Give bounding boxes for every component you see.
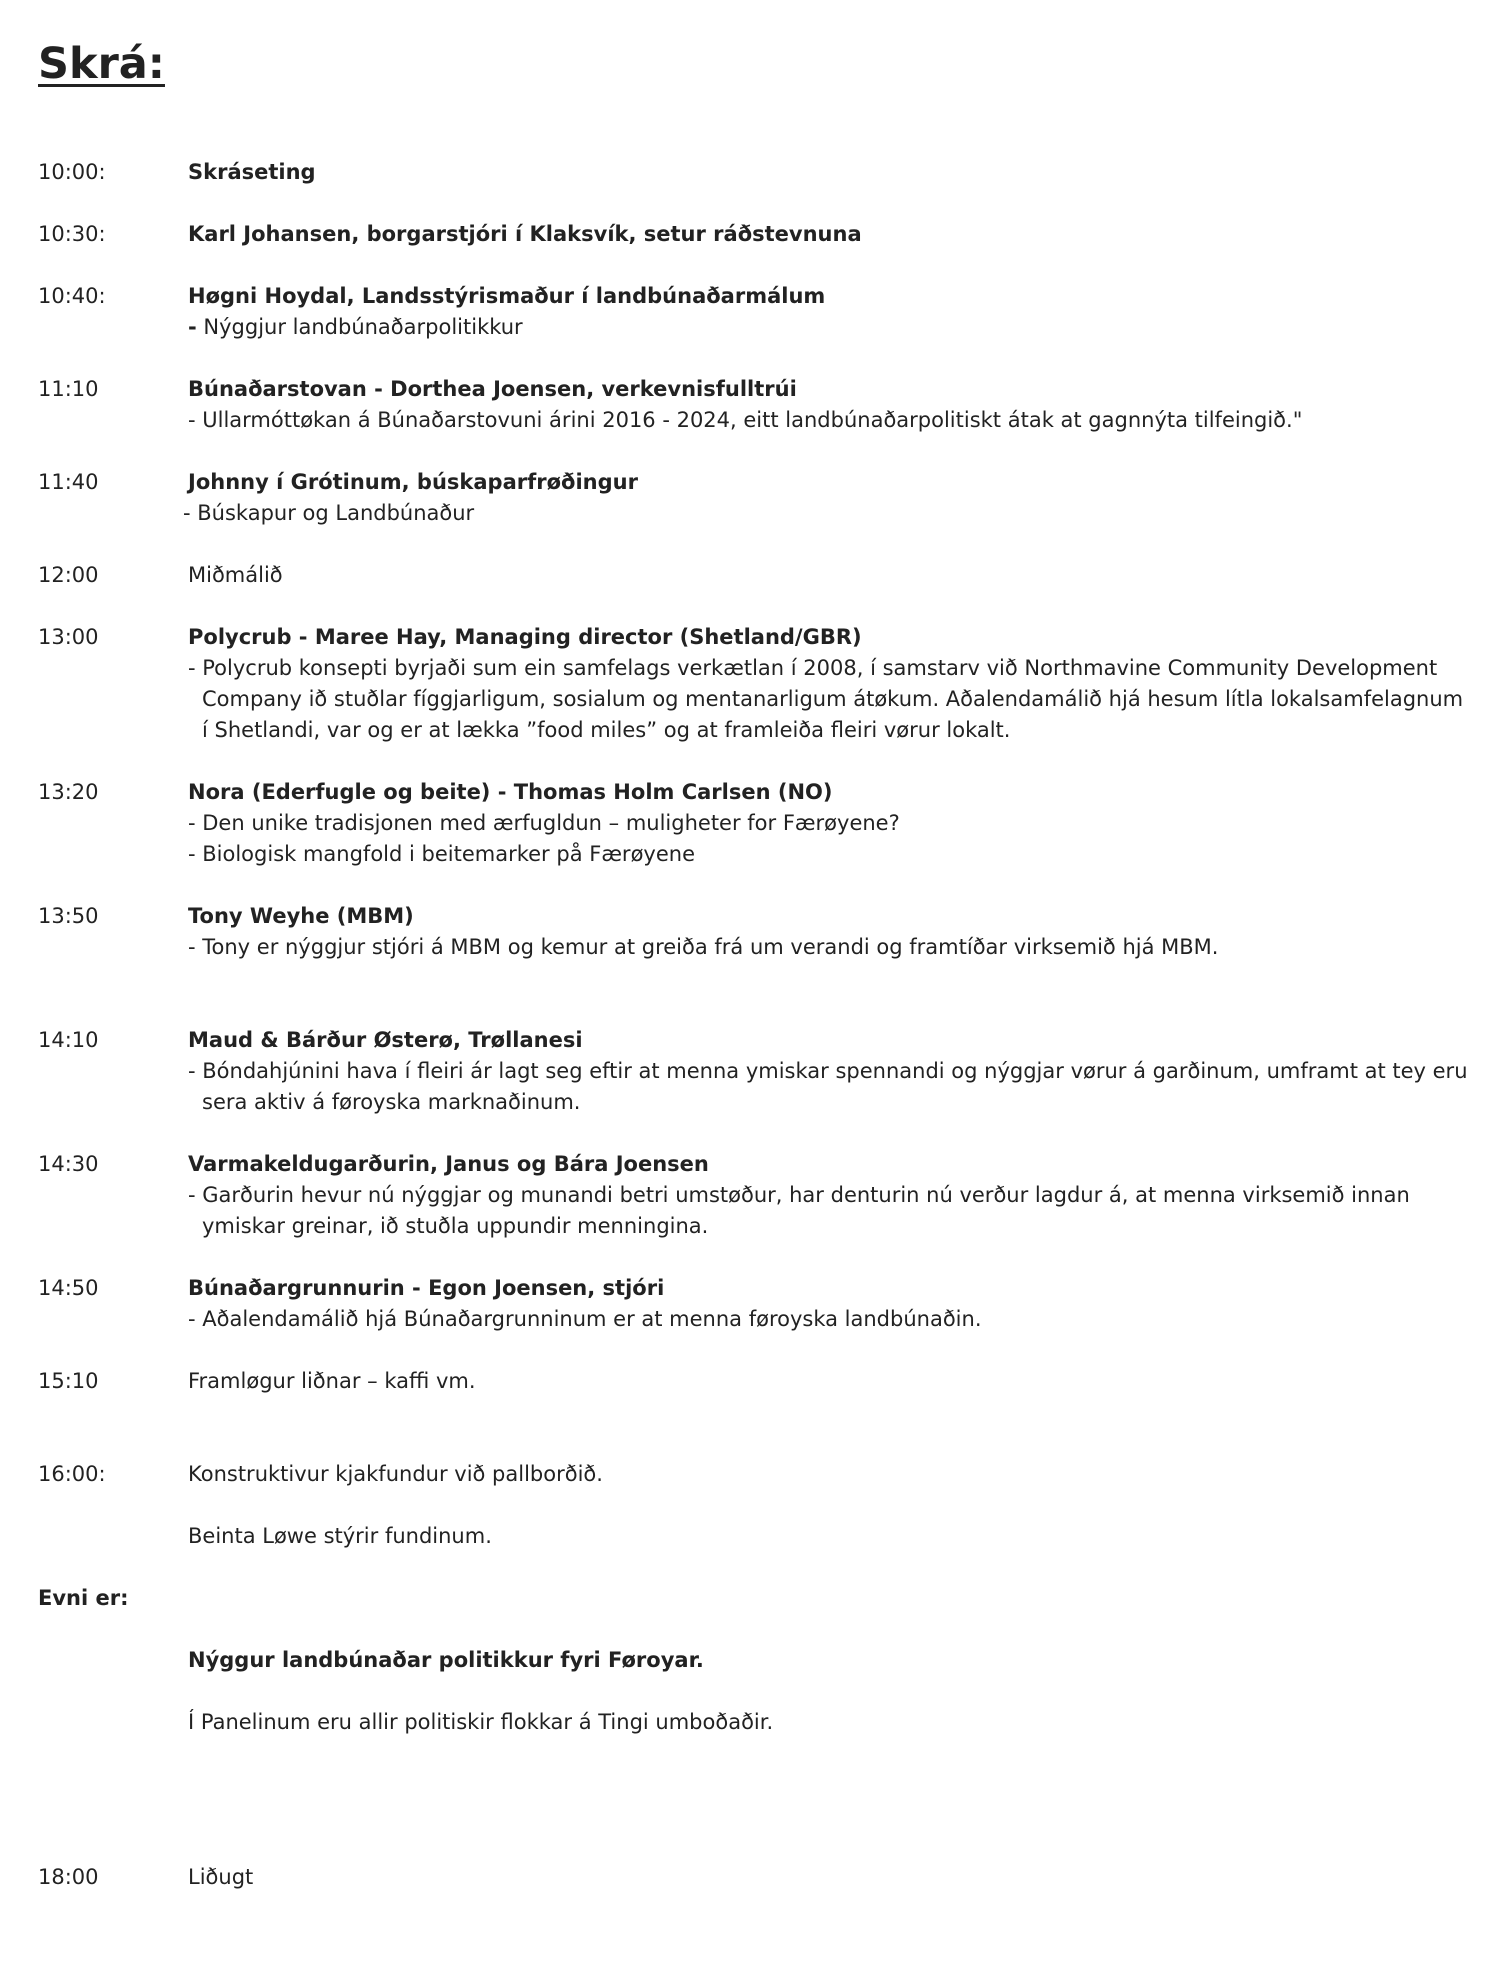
schedule-text: Liðugt (188, 1865, 254, 1889)
schedule-text: Konstruktivur kjakfundur við pallborðið. (188, 1462, 603, 1486)
schedule-heading: Karl Johansen, borgarstjóri í Klaksvík, setur ráðstevnuna (188, 222, 862, 246)
page-title: Skrá: (38, 39, 165, 89)
schedule-description: - Bóndahjúnini hava í fleiri ár lagt seg eftir at menna ymiskar spennandi og nýggjar vørur á garðinum, umframt at tey eru sera aktiv á føroyska marknaðinum. (188, 1059, 1468, 1114)
schedule-heading: Búnaðargrunnurin - Egon Joensen, stjóri (188, 1276, 665, 1300)
schedule-heading: Johnny í Grótinum, búskaparfrøðingur (188, 470, 638, 494)
schedule-heading: Høgni Hoydal, Landsstýrismaður í landbúnaðarmálum (188, 284, 826, 308)
schedule-time: 18:00 (38, 1865, 99, 1889)
topic-text: Nýggur landbúnaðar politikkur fyri Føroyar. (188, 1648, 704, 1672)
schedule-heading: Nora (Ederfugle og beite) - Thomas Holm Carlsen (NO) (188, 780, 833, 804)
schedule-heading: Polycrub - Maree Hay, Managing director (Shetland/GBR) (188, 625, 862, 649)
schedule-time: 13:00 (38, 625, 99, 649)
schedule-description: - Polycrub konsepti byrjaði sum ein samfelags verkætlan í 2008, í samstarv við Northmavine Community Development Company ið stuðlar fíggjarligum, sosialum og mentanarligum átøkum. Aðalendamálið hjá hesum lítla lokalsamfelagnum í Shetlandi, var og er at lækka ”food miles” og at framleiða fleiri vørur lokalt. (188, 656, 1464, 742)
schedule-time: 16:00: (38, 1462, 106, 1486)
schedule-time: 11:10 (38, 377, 99, 401)
schedule-text: Framløgur liðnar – kaffi vm. (188, 1369, 476, 1393)
schedule-time: 10:00: (38, 160, 106, 184)
schedule-text: Miðmálið (188, 563, 283, 587)
schedule-description: - Ullarmóttøkan á Búnaðarstovuni árini 2016 - 2024, eitt landbúnaðarpolitiskt átak at gagnnýta tilfeingið." (188, 408, 1303, 432)
schedule-description: - Den unike tradisjonen med ærfugldun – muligheter for Færøyene? (188, 811, 900, 835)
bullet-dash: - (188, 315, 197, 339)
schedule-time: 14:50 (38, 1276, 99, 1300)
schedule-time: 14:10 (38, 1028, 99, 1052)
schedule-time: 14:30 (38, 1152, 99, 1176)
schedule-time: 12:00 (38, 563, 99, 587)
schedule-time: 13:50 (38, 904, 99, 928)
schedule-heading: Skráseting (188, 160, 316, 184)
schedule-description: - Tony er nýggjur stjóri á MBM og kemur at greiða frá um verandi og framtíðar virksemið hjá MBM. (188, 935, 1219, 959)
panel-note-text: Í Panelinum eru allir politiskir flokkar á Tingi umboðaðir. (188, 1710, 774, 1734)
schedule-time: 15:10 (38, 1369, 99, 1393)
schedule-time: 10:30: (38, 222, 106, 246)
schedule-description: - Búskapur og Landbúnaður (183, 501, 475, 525)
schedule-heading: Búnaðarstovan - Dorthea Joensen, verkevnisfulltrúi (188, 377, 797, 401)
schedule-description: - Biologisk mangfold i beitemarker på Færøyene (188, 842, 695, 866)
schedule-heading: Varmakeldugarðurin, Janus og Bára Joensen (188, 1152, 709, 1176)
topic-label: Evni er: (38, 1586, 129, 1610)
description-text: Nýggjur landbúnaðarpolitikkur (196, 315, 523, 339)
schedule-time: 11:40 (38, 470, 99, 494)
schedule-time: 13:20 (38, 780, 99, 804)
schedule-description (188, 312, 1468, 343)
schedule-time: 10:40: (38, 284, 106, 308)
schedule-heading: Tony Weyhe (MBM) (188, 904, 414, 928)
schedule-heading: Maud & Bárður Østerø, Trøllanesi (188, 1028, 583, 1052)
schedule-description: - Aðalendamálið hjá Búnaðargrunninum er at menna føroyska landbúnaðin. (188, 1307, 982, 1331)
schedule-description: - Garðurin hevur nú nýggjar og munandi betri umstøður, har denturin nú verður lagdur á, at menna virksemið innan ymiskar greinar, ið stuðla uppundir menningina. (188, 1183, 1410, 1238)
moderator-text: Beinta Løwe stýrir fundinum. (188, 1524, 492, 1548)
